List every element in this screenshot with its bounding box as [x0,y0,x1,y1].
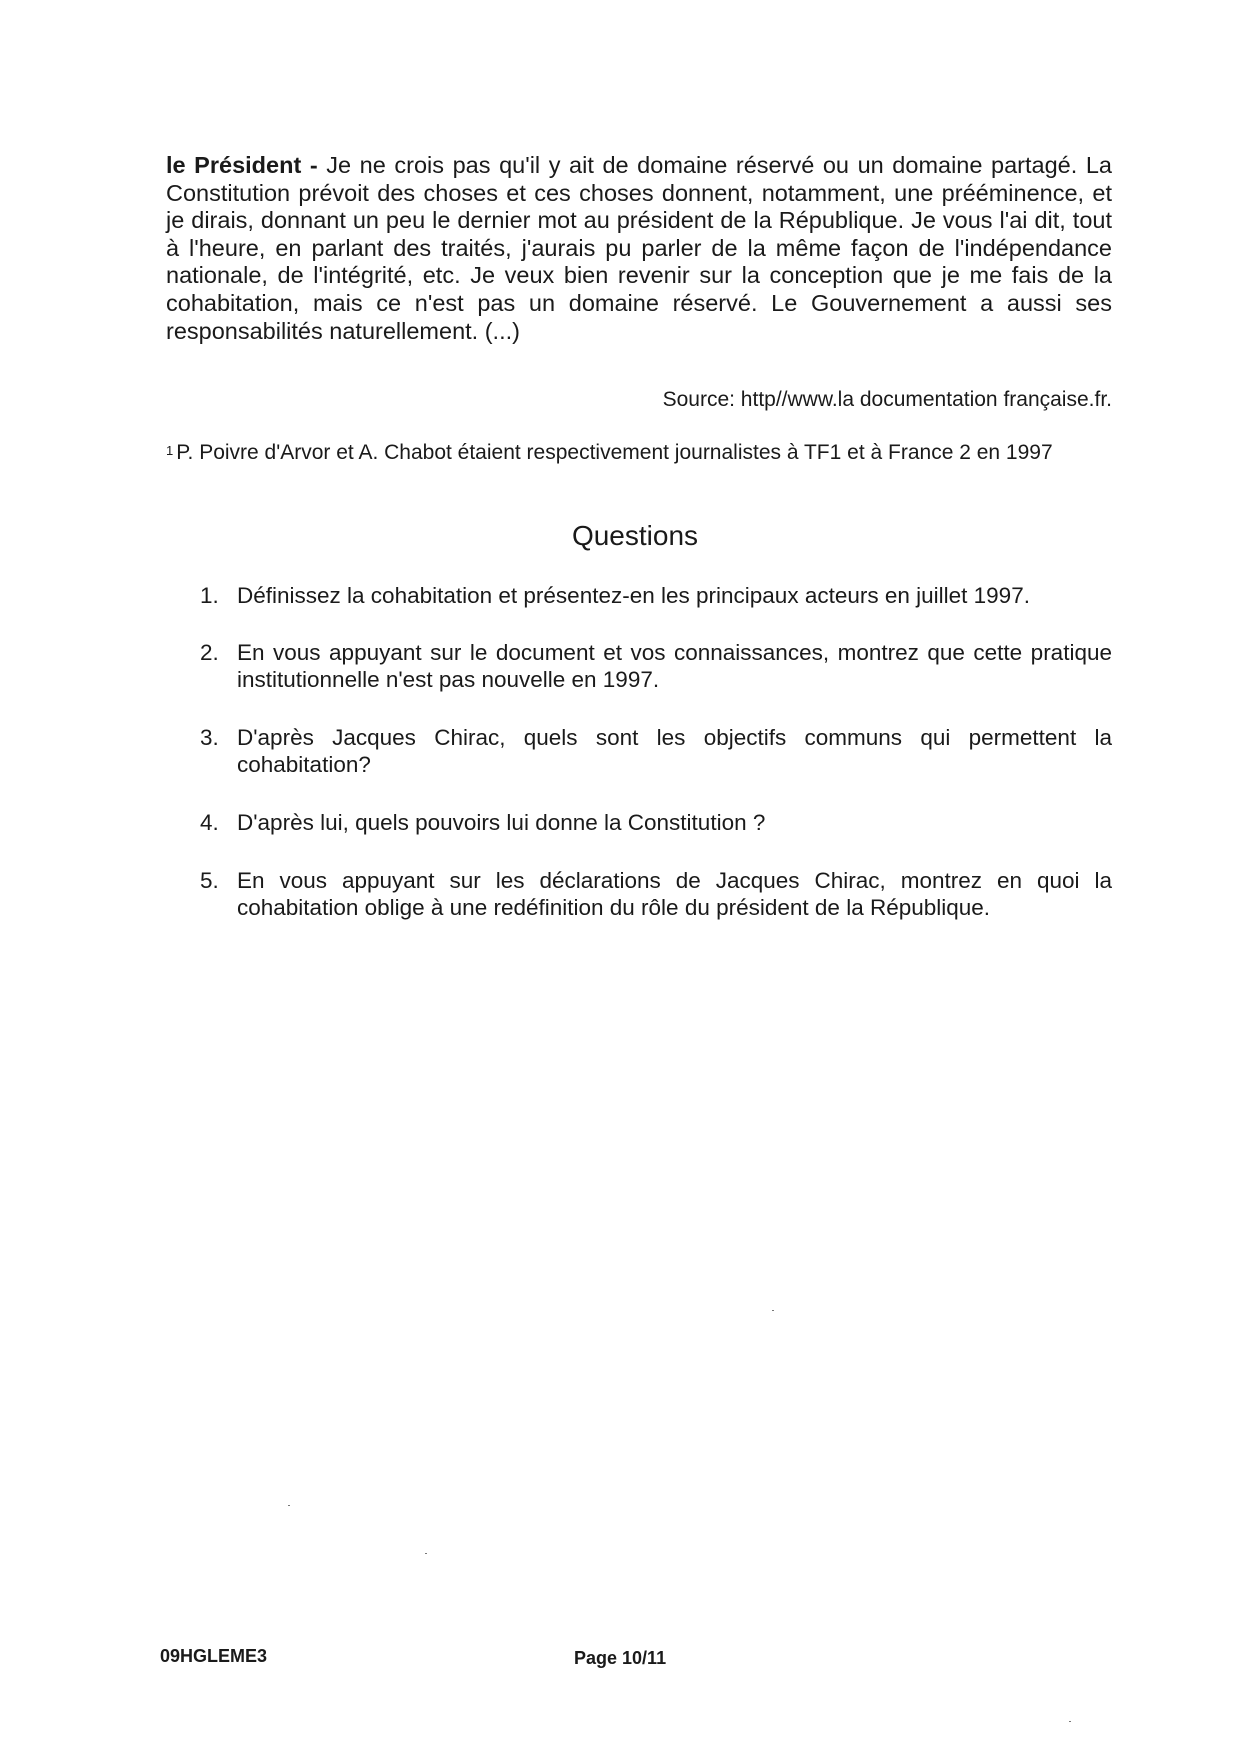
scan-speck [288,1505,290,1506]
question-item [200,582,1112,609]
quote-text: Je ne crois pas qu'il y ait de domaine réservé ou un domaine partagé. La Constitution prévoit des choses et ces choses donnent, notamment, une prééminence, et je dirais, donnant un peu le dernier mot au président de la République. Je vous l'ai dit, tout à l'heure, en parlant des traités, j'aurais pu parler de la même façon de l'indépendance nationale, de l'intégrité, etc. Je veux bien revenir sur la conception que je me fais de la cohabitation, mais ce n'est pas un domaine réservé. Le Gouvernement a aussi ses responsabilités naturellement. (...) [166,152,1112,344]
question-item [200,724,1112,778]
quote-speaker: le Président - [166,152,318,178]
page-number: Page 10/11 [574,1648,667,1668]
question-number: 3. [200,725,219,750]
scan-speck [425,1553,427,1554]
interview-quote [166,152,1112,345]
question-number: 5. [200,868,219,893]
question-text: D'après lui, quels pouvoirs lui donne la Constitution ? [237,810,766,835]
question-text: En vous appuyant sur les déclarations de Jacques Chirac, montrez en quoi la cohabitation oblige à une redéfinition du rôle du président de la République. [237,868,1112,920]
scan-speck [1069,1721,1071,1722]
question-item [200,867,1112,921]
question-item [200,809,1112,836]
questions-list [200,582,1112,921]
footnote-marker: 1 [166,443,174,458]
question-text: Définissez la cohabitation et présentez-en les principaux acteurs en juillet 1997. [237,583,1030,608]
scan-speck [772,1310,774,1311]
source-citation: Source: http//www.la documentation française.fr. [662,388,1112,411]
question-text: D'après Jacques Chirac, quels sont les objectifs communs qui permettent la cohabitation? [237,725,1112,777]
questions-title: Questions [571,520,699,551]
question-number: 4. [200,810,219,835]
footnote [166,440,1112,465]
footnote-text: P. Poivre d'Arvor et A. Chabot étaient respectivement journalistes à TF1 et à France 2 en 1997 [176,441,1053,464]
question-number: 1. [200,583,219,608]
question-text: En vous appuyant sur le document et vos connaissances, montrez que cette pratique institutionnelle n'est pas nouvelle en 1997. [237,640,1112,692]
question-item [200,639,1112,693]
document-code: 09HGLEME3 [160,1646,268,1666]
question-number: 2. [200,640,219,665]
